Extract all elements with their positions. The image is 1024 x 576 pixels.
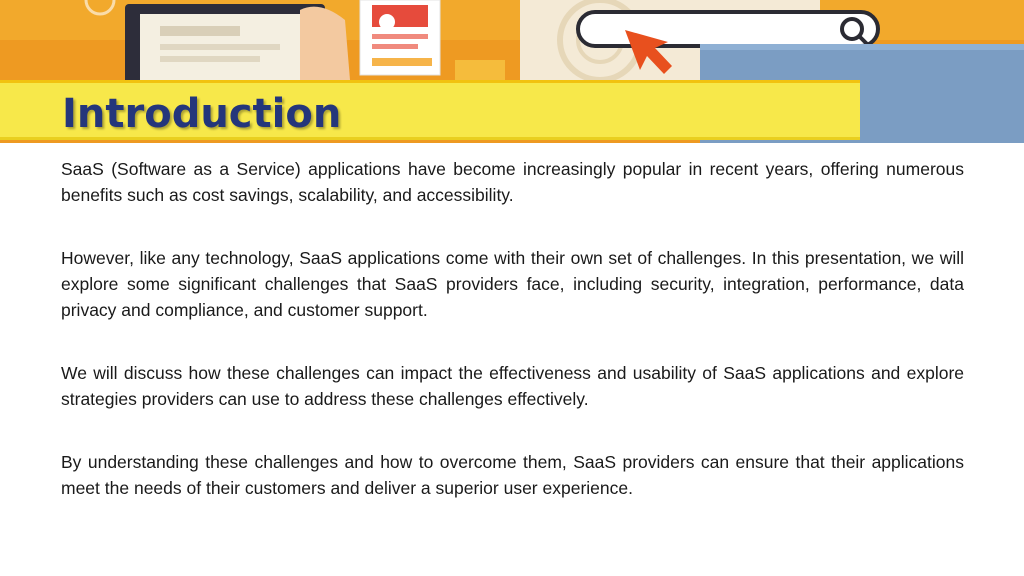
paragraph-impact: We will discuss how these challenges can impact the effectiveness and usability of SaaS applications and explore strategies providers can use to address these challenges effectively. bbox=[61, 363, 964, 409]
paragraph-challenges: However, like any technology, SaaS applications come with their own set of challenges. In this presentation, we will explore some significant challenges that SaaS providers face, including security, integration, performance, data privacy and compliance, and customer support. bbox=[61, 248, 964, 320]
search-bar-icon bbox=[578, 12, 878, 46]
paragraph-conclusion: By understanding these challenges and how to overcome them, SaaS providers can ensure that their applications meet the needs of their customers and deliver a superior user experience. bbox=[61, 452, 964, 498]
page-title: Introduction bbox=[62, 91, 342, 137]
paragraph-intro: SaaS (Software as a Service) applications have become increasingly popular in recent years, offering numerous benefits such as cost savings, scalability, and accessibility. bbox=[61, 159, 964, 205]
laptop-icon bbox=[125, 4, 325, 84]
body-text bbox=[61, 156, 964, 538]
document-icon bbox=[360, 0, 440, 75]
